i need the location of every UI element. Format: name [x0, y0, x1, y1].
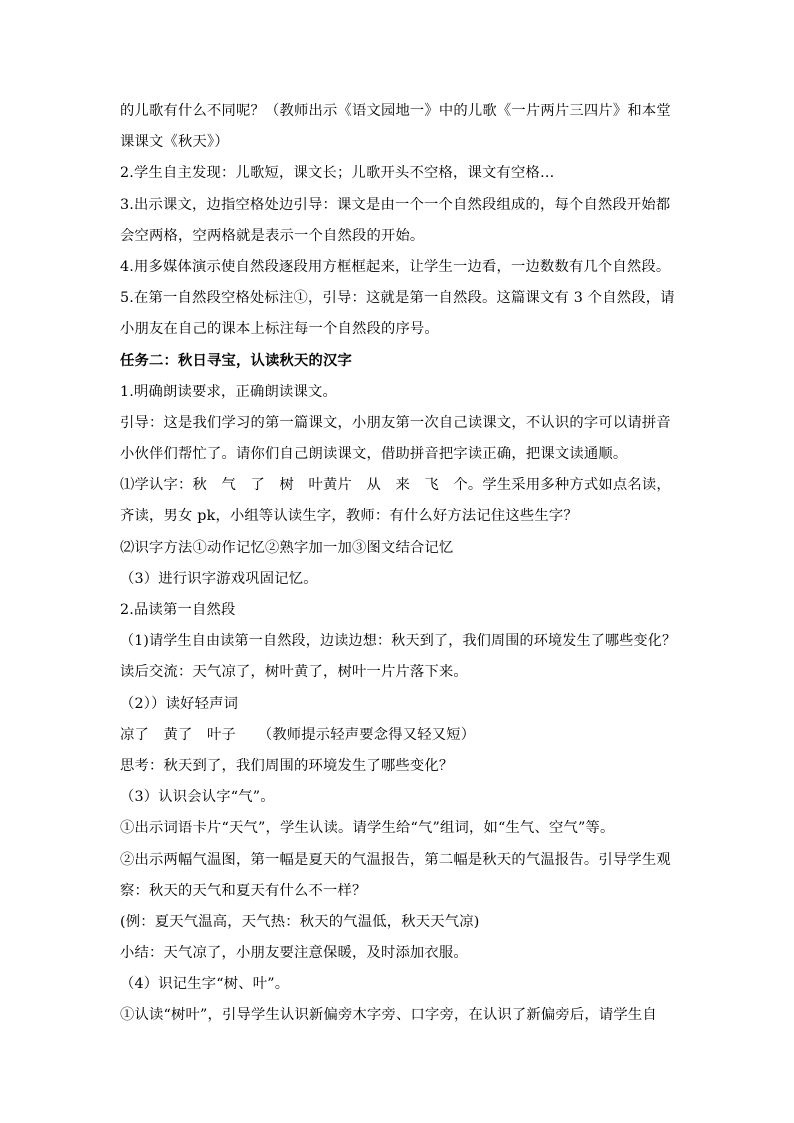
text-line: ⑴学认字：秋 气 了 树 叶黄片 从 来 飞 个。学生采用多种方式如点名读，	[120, 477, 671, 494]
text-line: 小朋友在自己的课本上标注每一个自然段的序号。	[120, 321, 439, 338]
text-line: （1)请学生自由读第一自然段，边读边想：秋天到了，我们周围的环境发生了哪些变化？	[120, 633, 677, 650]
text-line: 小伙伴们帮忙了。请你们自己朗读课文，借助拼音把字读正确，把课文读通顺。	[120, 446, 628, 463]
text-line: 课课文《秋天》）	[120, 134, 229, 151]
text-line: 1.明确朗读要求，正确朗读课文。	[120, 383, 337, 400]
section-heading: 任务二：秋日寻宝，认读秋天的汉字	[120, 352, 352, 369]
text-line: （2））读好轻声词	[120, 695, 239, 712]
text-line: 2.学生自主发现：儿歌短，课文长；儿歌开头不空格，课文有空格…	[120, 165, 555, 182]
text-line: ①出示词语卡片“天气”，学生认读。请学生给“气”组词，如“生气、空气”等。	[120, 820, 615, 837]
text-line: 5.在第一自然段空格处标注①，引导：这就是第一自然段。这篇课文有 3 个自然段，请	[120, 290, 675, 307]
text-line: 2.品读第一自然段	[120, 602, 236, 618]
text-line: 小结：天气凉了，小朋友要注意保暖，及时添加衣服。	[120, 945, 468, 962]
text-line: 读后交流：天气凉了，树叶黄了，树叶一片片落下来。	[120, 664, 468, 681]
text-line: （4）识记生字“树、叶”。	[120, 976, 290, 993]
text-line: （3）认识会认字“气”。	[120, 789, 275, 806]
text-line: (例：夏天气温高，天气热：秋天的气温低，秋天天气凉)	[120, 913, 480, 930]
text-line: 4.用多媒体演示使自然段逐段用方框框起来，让学生一边看，一边数数有几个自然段。	[120, 258, 671, 275]
text-line: ⑵识字方法①动作记忆②熟字加一加③图文结合记忆	[120, 539, 454, 556]
text-line: 引导：这是我们学习的第一篇课文，小朋友第一次自己读课文，不认识的字可以请拼音	[120, 414, 671, 431]
text-line: 思考：秋天到了，我们周围的环境发生了哪些变化？	[120, 757, 454, 774]
text-line: 察：秋天的天气和夏天有什么不一样？	[120, 882, 367, 899]
text-line: 会空两格，空两格就是表示一个自然段的开始。	[120, 227, 425, 244]
text-line: ①认读“树叶”，引导学生认识新偏旁木字旁、口字旁，在认识了新偏旁后，请学生自	[120, 1007, 657, 1024]
text-line: 齐读，男女 pk，小组等认读生字，教师：有什么好方法记住这些生字？	[120, 508, 578, 525]
document-body	[120, 96, 680, 1032]
text-line: 的儿歌有什么不同呢？（教师出示《语文园地一》中的儿歌《一片两片三四片》和本堂	[120, 103, 671, 119]
text-line: 凉了 黄了 叶子 （教师提示轻声要念得又轻又短）	[120, 726, 476, 743]
text-line: ②出示两幅气温图，第一幅是夏天的气温报告，第二幅是秋天的气温报告。引导学生观	[120, 851, 671, 868]
text-line: （3）进行识字游戏巩固记忆。	[120, 570, 318, 587]
text-line: 3.出示课文，边指空格处边引导：课文是由一个一个自然段组成的，每个自然段开始都	[120, 196, 671, 213]
